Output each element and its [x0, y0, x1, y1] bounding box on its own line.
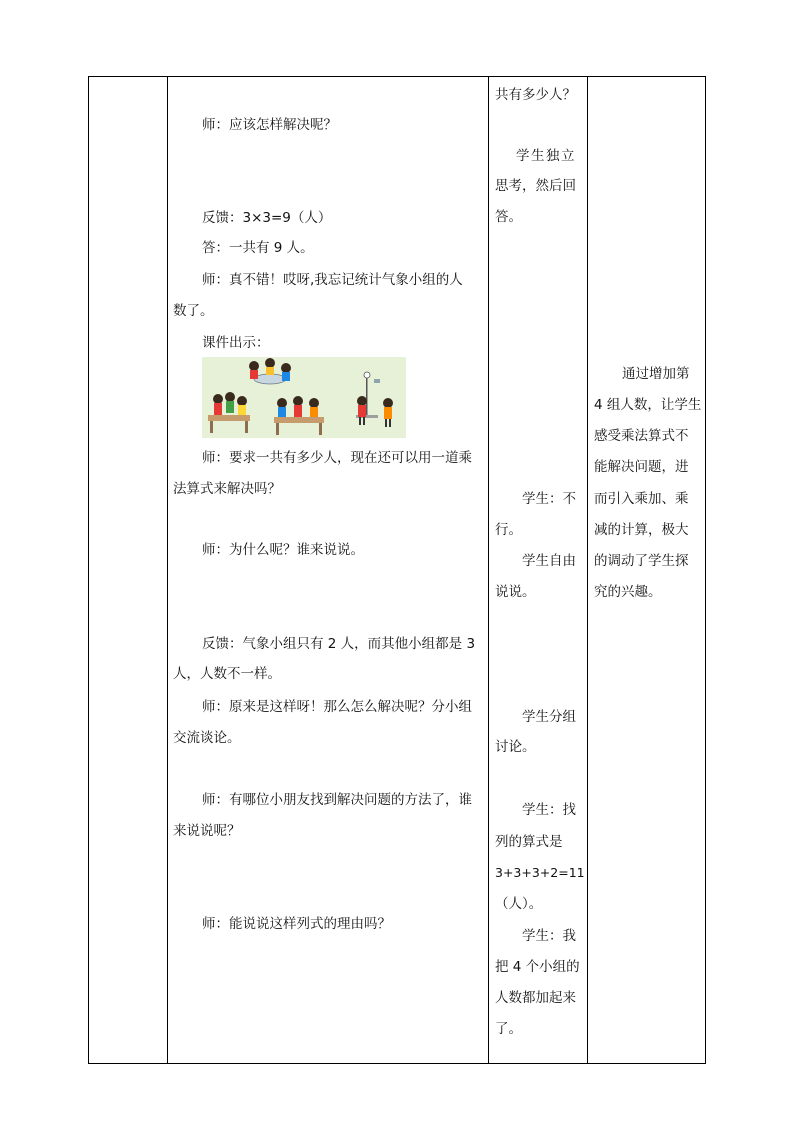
student-line: 人数都加起来 — [495, 990, 576, 1006]
student-line: 学生：我 — [522, 928, 576, 944]
student-line: 了。 — [495, 1021, 522, 1037]
column-divider — [488, 76, 489, 1064]
teacher-line: 数了。 — [173, 303, 214, 319]
student-line: 把 4 个小组的 — [495, 959, 580, 975]
student-line: 思考，然后回 — [495, 178, 576, 194]
teacher-line: 师：有哪位小朋友找到解决问题的方法了，谁 — [202, 792, 472, 808]
student-line: 讨论。 — [495, 739, 536, 755]
student-line: （人）。 — [495, 896, 543, 912]
student-line: 列的算式是 — [495, 834, 563, 850]
teacher-line: 师：为什么呢？谁来说说。 — [202, 542, 364, 558]
student-line: 学生：找 — [522, 802, 576, 818]
teacher-line: 师：真不错！哎呀,我忘记统计气象小组的人 — [202, 272, 463, 288]
lesson-table — [88, 76, 706, 1064]
teacher-line: 反馈：3×3=9（人） — [202, 210, 332, 226]
student-line: 学生分组 — [522, 709, 576, 725]
column-divider — [167, 76, 168, 1064]
student-line: 学生自由 — [522, 553, 576, 569]
teacher-line: 答：一共有 9 人。 — [202, 240, 314, 256]
teacher-line: 交流谈论。 — [173, 730, 241, 746]
children-groups-picture — [202, 357, 406, 438]
teacher-line: 课件出示： — [202, 335, 270, 351]
teacher-line: 师：能说说这样列式的理由吗？ — [202, 916, 391, 932]
intent-line: 4 组人数，让学生 — [594, 397, 702, 413]
teacher-line: 法算式来解决吗？ — [173, 481, 281, 497]
courseware-illustration — [202, 357, 406, 438]
intent-line: 究的兴趣。 — [594, 584, 662, 600]
intent-line: 能解决问题，进 — [594, 459, 689, 475]
student-line: 答。 — [495, 209, 522, 225]
student-line: 行。 — [495, 522, 522, 538]
teacher-line: 来说说呢？ — [173, 823, 241, 839]
teacher-line: 师：要求一共有多少人，现在还可以用一道乘 — [202, 450, 472, 466]
intent-line: 感受乘法算式不 — [594, 428, 689, 444]
student-line: 学生：不 — [522, 491, 576, 507]
student-line: 说说。 — [495, 584, 536, 600]
column-divider — [587, 76, 588, 1064]
teacher-line: 师：应该怎样解决呢？ — [202, 117, 337, 133]
intent-line: 的调动了学生探 — [594, 553, 689, 569]
teacher-line: 反馈：气象小组只有 2 人，而其他小组都是 3 — [202, 636, 476, 652]
student-line: 共有多少人？ — [495, 87, 576, 103]
student-line: 学生独立 — [516, 148, 576, 164]
intent-line: 通过增加第 — [622, 366, 690, 382]
student-line: 3+3+3+2=11 — [495, 865, 585, 880]
teacher-line: 人，人数不一样。 — [173, 666, 281, 682]
intent-line: 而引入乘加、乘 — [594, 491, 689, 507]
intent-line: 减的计算，极大 — [594, 522, 689, 538]
teacher-line: 师：原来是这样呀！那么怎么解决呢？分小组 — [202, 699, 472, 715]
